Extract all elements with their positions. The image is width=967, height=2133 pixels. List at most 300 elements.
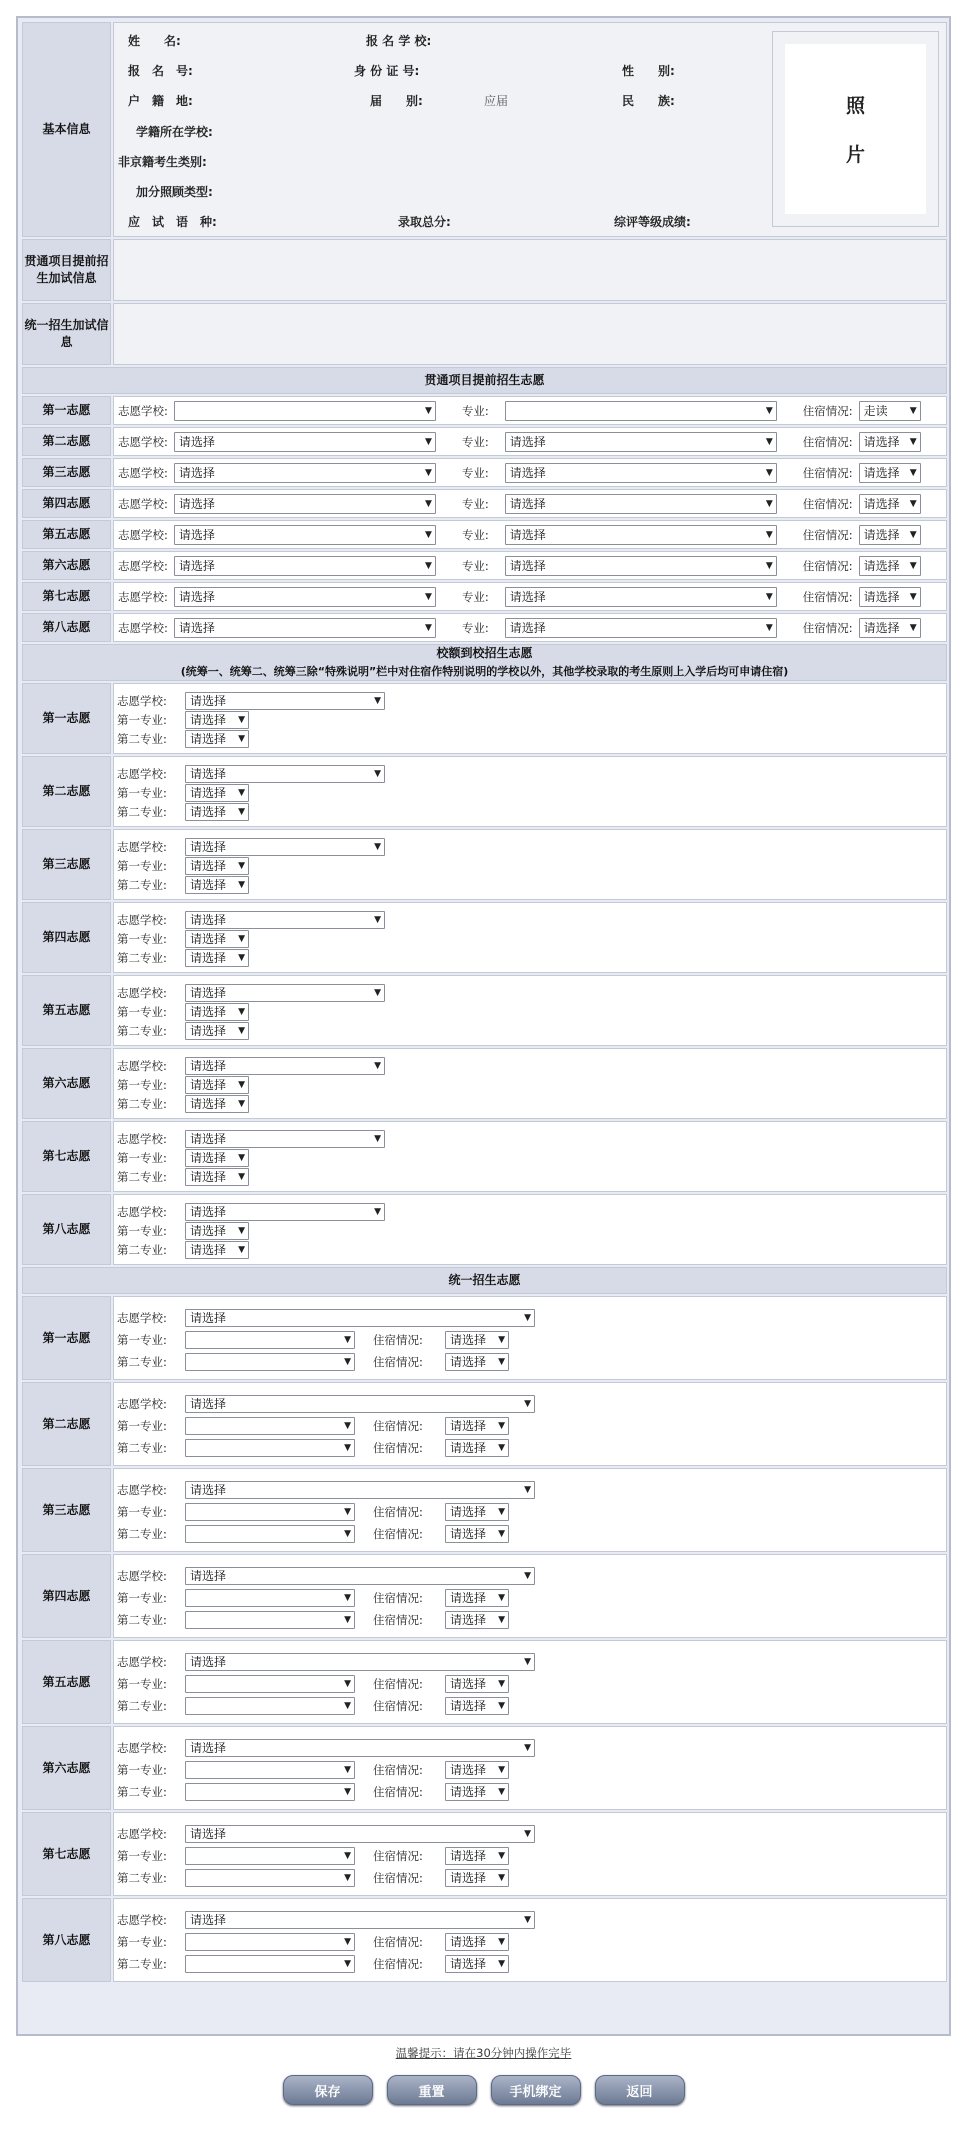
chevron-down-icon: ▼ — [498, 1679, 505, 1689]
s3-major2-label: 第二专业: — [117, 1699, 167, 1713]
chevron-down-icon: ▼ — [238, 1006, 245, 1017]
s3-dorm2-select[interactable] — [445, 1353, 509, 1371]
s2-choice-row — [113, 1048, 947, 1119]
s3-choice-row — [113, 1898, 947, 1982]
s1-school-label: 志愿学校: — [118, 620, 168, 635]
chevron-down-icon: ▼ — [238, 787, 245, 798]
s3-dorm2-label: 住宿情况: — [373, 1441, 423, 1455]
chevron-down-icon: ▼ — [424, 436, 432, 447]
s3-major1-label: 第一专业: — [117, 1677, 167, 1691]
s1-major-select[interactable] — [505, 618, 777, 638]
s3-major2-select[interactable] — [185, 1439, 355, 1457]
s1-dorm-label: 住宿情况: — [802, 434, 853, 449]
s2-major2-select[interactable] — [185, 1168, 249, 1186]
s2-major1-select[interactable] — [185, 930, 249, 948]
chevron-down-icon: ▼ — [344, 1421, 351, 1431]
s2-major1-select[interactable] — [185, 1222, 249, 1240]
s3-major1-select[interactable] — [185, 1847, 355, 1865]
s3-choice-row — [113, 1554, 947, 1638]
chevron-down-icon: ▼ — [765, 405, 773, 416]
s1-major-select-value: 请选择 — [509, 589, 546, 604]
s1-dorm-label: 住宿情况: — [802, 403, 853, 418]
s2-major1-select[interactable] — [185, 784, 249, 802]
s1-major-label: 专业: — [461, 589, 489, 604]
s3-dorm1-select-value: 请选择 — [450, 1333, 487, 1347]
chevron-down-icon: ▼ — [238, 1098, 245, 1109]
bonus-type-label: 加分照顾类型: — [136, 185, 213, 199]
chevron-down-icon: ▼ — [498, 1335, 505, 1345]
s3-dorm2-select-value: 请选择 — [450, 1871, 487, 1885]
s3-school-select[interactable] — [185, 1825, 535, 1843]
s3-school-select[interactable] — [185, 1653, 535, 1671]
chevron-down-icon: ▼ — [498, 1421, 505, 1431]
s3-choice-row — [113, 1468, 947, 1552]
reset-button[interactable]: 重置 — [387, 2075, 477, 2105]
chevron-down-icon: ▼ — [498, 1765, 505, 1775]
s1-major-select[interactable] — [505, 525, 777, 545]
s1-dorm-select[interactable] — [859, 432, 921, 452]
s1-major-select[interactable] — [505, 432, 777, 452]
s3-choice-row — [113, 1296, 947, 1380]
s2-major1-select[interactable] — [185, 1076, 249, 1094]
s2-major1-label: 第一专业: — [117, 858, 167, 873]
s1-choice-row — [113, 520, 947, 549]
s3-dorm2-select[interactable] — [445, 1439, 509, 1457]
s1-school-select[interactable] — [174, 463, 436, 483]
s3-dorm2-select-value: 请选择 — [450, 1527, 487, 1541]
s2-major2-label: 第二专业: — [117, 1023, 167, 1038]
s1-choice-row — [113, 613, 947, 642]
s2-major2-select[interactable] — [185, 730, 249, 748]
s1-dorm-select-value: 请选择 — [863, 620, 900, 635]
s3-major1-select[interactable] — [185, 1761, 355, 1779]
s2-choice-label: 第八志愿 — [22, 1194, 111, 1265]
s1-school-select[interactable] — [174, 618, 436, 638]
s3-school-select[interactable] — [185, 1567, 535, 1585]
s3-major1-label: 第一专业: — [117, 1333, 167, 1347]
s3-school-label: 志愿学校: — [117, 1741, 167, 1755]
s1-major-select[interactable] — [505, 463, 777, 483]
chevron-down-icon: ▼ — [344, 1615, 351, 1625]
s3-school-select-value: 请选择 — [190, 1311, 227, 1325]
s1-choice-label: 第五志愿 — [22, 520, 111, 549]
s3-major1-label: 第一专业: — [117, 1419, 167, 1433]
s3-major1-select[interactable] — [185, 1331, 355, 1349]
s3-dorm2-select[interactable] — [445, 1955, 509, 1973]
s2-school-label: 志愿学校: — [117, 1058, 167, 1073]
chevron-down-icon: ▼ — [498, 1937, 505, 1947]
s3-major2-select[interactable] — [185, 1869, 355, 1887]
s3-dorm2-select[interactable] — [445, 1611, 509, 1629]
s2-major2-select[interactable] — [185, 803, 249, 821]
s1-school-select-value: 请选择 — [178, 527, 215, 542]
s1-school-select[interactable] — [174, 556, 436, 576]
chevron-down-icon: ▼ — [238, 1152, 245, 1163]
chevron-down-icon: ▼ — [238, 1244, 245, 1255]
s3-dorm1-select[interactable] — [445, 1503, 509, 1521]
s3-major2-select[interactable] — [185, 1955, 355, 1973]
s1-school-label: 志愿学校: — [118, 527, 168, 542]
s1-major-select-value: 请选择 — [509, 496, 546, 511]
s1-choice-row — [113, 489, 947, 518]
chevron-down-icon: ▼ — [765, 436, 773, 447]
s3-dorm2-select-value: 请选择 — [450, 1957, 487, 1971]
s2-major2-select-value: 请选择 — [190, 1169, 227, 1184]
section1-title: 贯通项目提前招生志愿 — [22, 367, 947, 394]
chevron-down-icon: ▼ — [524, 1829, 531, 1839]
s2-choice-label: 第四志愿 — [22, 902, 111, 973]
back-button[interactable]: 返回 — [595, 2075, 685, 2105]
name-label: 姓 名: — [128, 34, 181, 48]
s3-choice-label: 第三志愿 — [22, 1468, 111, 1552]
s2-major2-select[interactable] — [185, 876, 249, 894]
s3-dorm1-label: 住宿情况: — [373, 1849, 423, 1863]
chevron-down-icon: ▼ — [344, 1851, 351, 1861]
s2-major2-select[interactable] — [185, 949, 249, 967]
s1-dorm-label: 住宿情况: — [802, 558, 853, 573]
chevron-down-icon: ▼ — [344, 1937, 351, 1947]
s1-dorm-select-value: 请选择 — [863, 434, 900, 449]
s3-major1-select[interactable] — [185, 1503, 355, 1521]
s3-dorm1-select[interactable] — [445, 1675, 509, 1693]
s3-major1-select[interactable] — [185, 1933, 355, 1951]
chevron-down-icon: ▼ — [374, 1060, 381, 1071]
s3-dorm2-select[interactable] — [445, 1869, 509, 1887]
s2-major1-select[interactable] — [185, 711, 249, 729]
s1-major-select-value: 请选择 — [509, 434, 546, 449]
s2-major2-select[interactable] — [185, 1095, 249, 1113]
s1-school-select-value: 请选择 — [178, 620, 215, 635]
gender-label: 性 别: — [622, 64, 675, 78]
s1-dorm-select[interactable] — [859, 556, 921, 576]
s3-school-select[interactable] — [185, 1739, 535, 1757]
s2-major1-label: 第一专业: — [117, 712, 167, 727]
s3-dorm2-label: 住宿情况: — [373, 1355, 423, 1369]
s3-major2-select[interactable] — [185, 1353, 355, 1371]
s1-major-select[interactable] — [505, 587, 777, 607]
s2-major1-select-value: 请选择 — [190, 785, 227, 800]
s1-major-label: 专业: — [461, 620, 489, 635]
s1-dorm-select-value: 请选择 — [863, 558, 900, 573]
chevron-down-icon: ▼ — [524, 1313, 531, 1323]
s2-major1-label: 第一专业: — [117, 931, 167, 946]
s3-dorm1-label: 住宿情况: — [373, 1505, 423, 1519]
s2-major1-select[interactable] — [185, 857, 249, 875]
section2-title: 校额到校招生志愿 — [436, 646, 533, 660]
photo-box — [773, 32, 938, 226]
chevron-down-icon: ▼ — [424, 529, 432, 540]
s1-choice-row — [113, 427, 947, 456]
chevron-down-icon: ▼ — [344, 1335, 351, 1345]
section3-title: 统一招生志愿 — [22, 1267, 947, 1294]
session-value: 应届 — [484, 94, 509, 108]
s1-school-label: 志愿学校: — [118, 496, 168, 511]
s2-school-select[interactable] — [185, 984, 385, 1002]
s3-major2-select[interactable] — [185, 1783, 355, 1801]
s2-major2-select[interactable] — [185, 1022, 249, 1040]
s3-dorm2-select[interactable] — [445, 1525, 509, 1543]
s1-major-select[interactable] — [505, 494, 777, 514]
s3-dorm1-label: 住宿情况: — [373, 1935, 423, 1949]
form-frame — [16, 16, 951, 2036]
chevron-down-icon: ▼ — [765, 498, 773, 509]
s1-school-select[interactable] — [174, 432, 436, 452]
chevron-down-icon: ▼ — [344, 1443, 351, 1453]
s2-major1-select[interactable] — [185, 1149, 249, 1167]
s2-major2-label: 第二专业: — [117, 731, 167, 746]
s3-major2-label: 第二专业: — [117, 1957, 167, 1971]
s1-school-label: 志愿学校: — [118, 558, 168, 573]
s2-choice-label: 第二志愿 — [22, 756, 111, 827]
nonbeijing-type-label: 非京籍考生类别: — [118, 155, 207, 169]
s1-choice-label: 第七志愿 — [22, 582, 111, 611]
s3-choice-label: 第七志愿 — [22, 1812, 111, 1896]
s3-dorm1-select-value: 请选择 — [450, 1849, 487, 1863]
s3-dorm1-select[interactable] — [445, 1847, 509, 1865]
s1-major-label: 专业: — [461, 558, 489, 573]
basic-info-label: 基本信息 — [22, 22, 111, 237]
s3-school-select-value: 请选择 — [190, 1483, 227, 1497]
s2-school-select[interactable] — [185, 838, 385, 856]
s3-dorm1-label: 住宿情况: — [373, 1763, 423, 1777]
s1-school-select[interactable] — [174, 525, 436, 545]
s1-major-select-value: 请选择 — [509, 620, 546, 635]
s2-major2-select-value: 请选择 — [190, 1023, 227, 1038]
s3-school-select-value: 请选择 — [190, 1569, 227, 1583]
s1-choice-label: 第三志愿 — [22, 458, 111, 487]
s2-choice-row — [113, 902, 947, 973]
s3-dorm1-select[interactable] — [445, 1589, 509, 1607]
chevron-down-icon: ▼ — [374, 914, 381, 925]
chevron-down-icon: ▼ — [344, 1679, 351, 1689]
s1-dorm-select[interactable] — [859, 401, 921, 421]
s1-school-select[interactable] — [174, 494, 436, 514]
chevron-down-icon: ▼ — [344, 1529, 351, 1539]
chevron-down-icon: ▼ — [524, 1657, 531, 1667]
s3-dorm2-select-value: 请选择 — [450, 1613, 487, 1627]
s3-choice-label: 第一志愿 — [22, 1296, 111, 1380]
chevron-down-icon: ▼ — [909, 467, 917, 478]
s1-major-select[interactable] — [505, 556, 777, 576]
s2-major2-select-value: 请选择 — [190, 1242, 227, 1257]
s1-choice-row — [113, 458, 947, 487]
chevron-down-icon: ▼ — [374, 768, 381, 779]
button-bar — [0, 2075, 967, 2105]
s3-dorm2-label: 住宿情况: — [373, 1785, 423, 1799]
s2-school-select[interactable] — [185, 1130, 385, 1148]
s3-school-select[interactable] — [185, 1481, 535, 1499]
save-button[interactable]: 保存 — [283, 2075, 373, 2105]
s1-school-label: 志愿学校: — [118, 589, 168, 604]
s2-major1-label: 第一专业: — [117, 1004, 167, 1019]
s2-choice-row — [113, 1194, 947, 1265]
s1-school-select[interactable] — [174, 587, 436, 607]
s3-dorm2-select[interactable] — [445, 1783, 509, 1801]
chevron-down-icon: ▼ — [374, 1206, 381, 1217]
s2-major2-select-value: 请选择 — [190, 731, 227, 746]
chevron-down-icon: ▼ — [765, 591, 773, 602]
s3-dorm2-select[interactable] — [445, 1697, 509, 1715]
s3-dorm1-label: 住宿情况: — [373, 1677, 423, 1691]
s3-major2-select[interactable] — [185, 1697, 355, 1715]
s2-major1-select[interactable] — [185, 1003, 249, 1021]
s3-dorm1-select-value: 请选择 — [450, 1677, 487, 1691]
s1-school-select-value: 请选择 — [178, 589, 215, 604]
s1-major-select[interactable] — [505, 401, 777, 421]
s3-dorm1-select-value: 请选择 — [450, 1505, 487, 1519]
s1-dorm-label: 住宿情况: — [802, 527, 853, 542]
s1-school-select-value: 请选择 — [178, 434, 215, 449]
tongyi-test-panel — [113, 303, 947, 365]
s1-dorm-label: 住宿情况: — [802, 620, 853, 635]
s3-major2-label: 第二专业: — [117, 1527, 167, 1541]
s3-dorm2-label: 住宿情况: — [373, 1699, 423, 1713]
s3-major1-select[interactable] — [185, 1675, 355, 1693]
chevron-down-icon: ▼ — [424, 498, 432, 509]
s3-major2-select[interactable] — [185, 1525, 355, 1543]
s2-major2-select-value: 请选择 — [190, 804, 227, 819]
s3-major1-label: 第一专业: — [117, 1763, 167, 1777]
chevron-down-icon: ▼ — [424, 591, 432, 602]
chevron-down-icon: ▼ — [498, 1529, 505, 1539]
chevron-down-icon: ▼ — [765, 560, 773, 571]
s2-choice-row — [113, 683, 947, 754]
s3-major1-select[interactable] — [185, 1589, 355, 1607]
s2-school-select-value: 请选择 — [190, 839, 227, 854]
s1-school-select-value: 请选择 — [178, 496, 215, 511]
chevron-down-icon: ▼ — [524, 1743, 531, 1753]
s3-dorm2-label: 住宿情况: — [373, 1613, 423, 1627]
chevron-down-icon: ▼ — [498, 1851, 505, 1861]
bind-phone-button[interactable]: 手机绑定 — [491, 2075, 581, 2105]
s1-choice-label: 第二志愿 — [22, 427, 111, 456]
s3-dorm1-select[interactable] — [445, 1417, 509, 1435]
s2-school-select[interactable] — [185, 692, 385, 710]
guantong-test-label: 贯通项目提前招生加试信息 — [22, 239, 111, 301]
s3-dorm1-select[interactable] — [445, 1331, 509, 1349]
s2-major2-select-value: 请选择 — [190, 877, 227, 892]
chevron-down-icon: ▼ — [374, 1133, 381, 1144]
s3-school-label: 志愿学校: — [117, 1655, 167, 1669]
chevron-down-icon: ▼ — [909, 498, 917, 509]
s2-school-select[interactable] — [185, 1057, 385, 1075]
s2-choice-row — [113, 756, 947, 827]
chevron-down-icon: ▼ — [344, 1873, 351, 1883]
chevron-down-icon: ▼ — [344, 1593, 351, 1603]
s2-school-select[interactable] — [185, 765, 385, 783]
s1-dorm-select-value: 请选择 — [863, 527, 900, 542]
chevron-down-icon: ▼ — [498, 1701, 505, 1711]
tongyi-test-label: 统一招生加试信息 — [22, 303, 111, 365]
s2-choice-label: 第六志愿 — [22, 1048, 111, 1119]
s2-choice-row — [113, 829, 947, 900]
s2-major2-select[interactable] — [185, 1241, 249, 1259]
chevron-down-icon: ▼ — [498, 1787, 505, 1797]
s1-dorm-select[interactable] — [859, 525, 921, 545]
s3-major2-label: 第二专业: — [117, 1613, 167, 1627]
s3-school-select[interactable] — [185, 1911, 535, 1929]
s2-major2-select-value: 请选择 — [190, 950, 227, 965]
s1-major-label: 专业: — [461, 403, 489, 418]
s2-school-label: 志愿学校: — [117, 985, 167, 1000]
s1-choice-label: 第六志愿 — [22, 551, 111, 580]
s3-dorm1-select-value: 请选择 — [450, 1591, 487, 1605]
chevron-down-icon: ▼ — [424, 467, 432, 478]
s2-school-select-value: 请选择 — [190, 766, 227, 781]
s1-dorm-label: 住宿情况: — [802, 589, 853, 604]
chevron-down-icon: ▼ — [238, 952, 245, 963]
s3-school-select-value: 请选择 — [190, 1913, 227, 1927]
s2-school-label: 志愿学校: — [117, 693, 167, 708]
s3-major2-select[interactable] — [185, 1611, 355, 1629]
s1-dorm-select[interactable] — [859, 494, 921, 514]
s3-dorm1-label: 住宿情况: — [373, 1333, 423, 1347]
s2-school-select-value: 请选择 — [190, 1058, 227, 1073]
chevron-down-icon: ▼ — [238, 733, 245, 744]
s2-major1-select-value: 请选择 — [190, 931, 227, 946]
s2-school-select[interactable] — [185, 911, 385, 929]
chevron-down-icon: ▼ — [765, 467, 773, 478]
s1-dorm-label: 住宿情况: — [802, 465, 853, 480]
chevron-down-icon: ▼ — [238, 1079, 245, 1090]
chevron-down-icon: ▼ — [238, 1025, 245, 1036]
chevron-down-icon: ▼ — [344, 1959, 351, 1969]
s3-school-select-value: 请选择 — [190, 1397, 227, 1411]
s1-dorm-select[interactable] — [859, 618, 921, 638]
s2-school-select-value: 请选择 — [190, 912, 227, 927]
s3-dorm1-select[interactable] — [445, 1933, 509, 1951]
s3-dorm2-label: 住宿情况: — [373, 1957, 423, 1971]
chevron-down-icon: ▼ — [498, 1593, 505, 1603]
chevron-down-icon: ▼ — [424, 560, 432, 571]
s1-major-label: 专业: — [461, 527, 489, 542]
s3-major1-select[interactable] — [185, 1417, 355, 1435]
hukou-label: 户 籍 地: — [128, 94, 193, 108]
s2-major2-label: 第二专业: — [117, 1096, 167, 1111]
chevron-down-icon: ▼ — [374, 841, 381, 852]
s1-dorm-select[interactable] — [859, 587, 921, 607]
chevron-down-icon: ▼ — [238, 879, 245, 890]
application-form — [20, 20, 949, 1984]
chevron-down-icon: ▼ — [374, 987, 381, 998]
s2-major2-label: 第二专业: — [117, 1242, 167, 1257]
eval-grade-label: 综评等级成绩: — [614, 215, 691, 229]
s2-choice-label: 第一志愿 — [22, 683, 111, 754]
s2-school-select-value: 请选择 — [190, 1204, 227, 1219]
s1-dorm-select-value: 请选择 — [863, 465, 900, 480]
s2-major1-label: 第一专业: — [117, 785, 167, 800]
s3-school-select[interactable] — [185, 1309, 535, 1327]
s2-school-label: 志愿学校: — [117, 1204, 167, 1219]
s3-dorm1-select[interactable] — [445, 1761, 509, 1779]
s1-major-label: 专业: — [461, 434, 489, 449]
chevron-down-icon: ▼ — [498, 1443, 505, 1453]
s1-major-label: 专业: — [461, 496, 489, 511]
s1-dorm-label: 住宿情况: — [802, 496, 853, 511]
chevron-down-icon: ▼ — [909, 560, 917, 571]
s2-major1-label: 第一专业: — [117, 1077, 167, 1092]
s1-dorm-select-value: 走读 — [863, 403, 888, 418]
s2-school-select[interactable] — [185, 1203, 385, 1221]
s1-school-select[interactable] — [174, 401, 436, 421]
s1-dorm-select-value: 请选择 — [863, 589, 900, 604]
s1-major-select-value: 请选择 — [509, 465, 546, 480]
s3-school-label: 志愿学校: — [117, 1569, 167, 1583]
s2-major2-select-value: 请选择 — [190, 1096, 227, 1111]
s1-dorm-select[interactable] — [859, 463, 921, 483]
s3-dorm1-select-value: 请选择 — [450, 1935, 487, 1949]
s3-school-select[interactable] — [185, 1395, 535, 1413]
